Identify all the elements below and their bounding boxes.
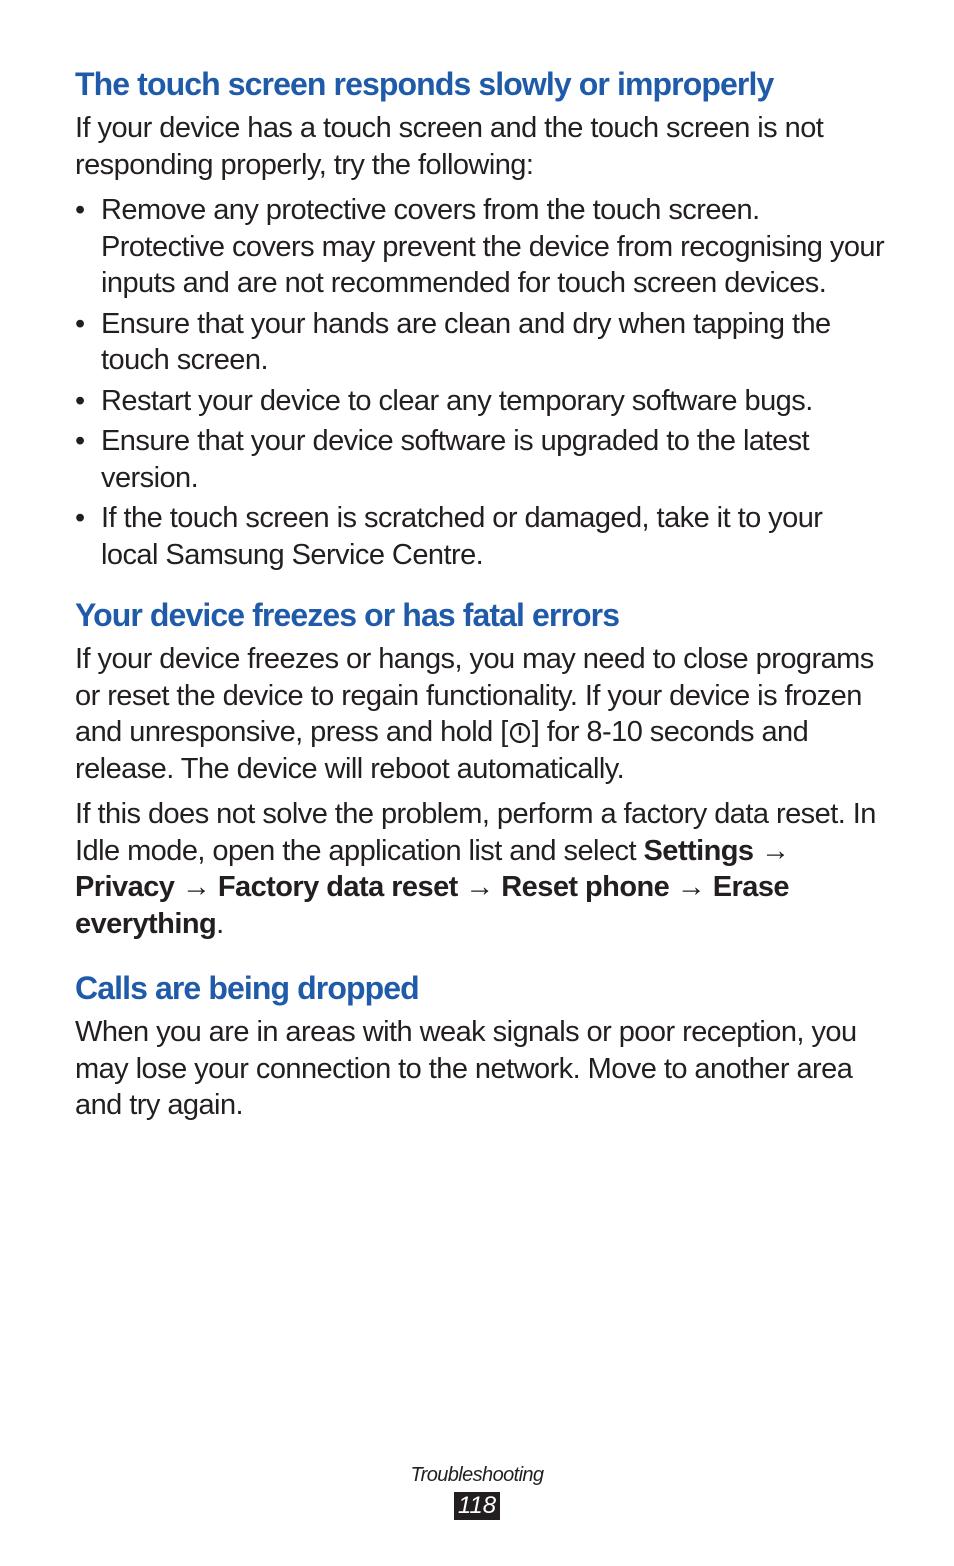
power-icon [509,722,531,744]
arrow-icon: → [676,871,706,903]
section-device-freezes [75,595,885,942]
bullet-icon: • [75,425,85,457]
factory-reset-text: If this does not solve the problem, perform a factory data reset. In Idle mode, open the application list and select [75,798,876,867]
footer-section-name: Troubleshooting [410,1464,544,1486]
bullet-icon: • [75,502,85,534]
arrow-icon: → [465,871,494,903]
menu-step-erase-everything: Erase everything [75,871,789,940]
freeze-text-after-icon: ] for 8-10 seconds and release. The device will reboot automatically. [75,716,809,785]
list-item [75,500,885,573]
menu-path-end: . [216,907,224,940]
section-calls-dropped [75,968,885,1124]
calls-dropped-paragraph: When you are in areas with weak signals or poor reception, you may lose your connection to the network. Move to another area and try again. [75,1016,857,1121]
section-heading-touch-screen: The touch screen responds slowly or improperly [75,66,774,102]
bullet-list-touch-screen [75,192,885,573]
section-touch-screen [75,64,885,573]
freeze-paragraph [75,641,885,787]
list-item-text: Restart your device to clear any temporary software bugs. [101,384,813,417]
menu-step-settings: Settings [643,834,754,867]
bullet-icon: • [75,307,85,340]
menu-step-factory-data-reset: Factory data reset [217,871,458,903]
section-heading-device-freezes: Your device freezes or has fatal errors [75,597,620,633]
arrow-icon: → [181,871,211,903]
list-item [75,306,885,379]
page-content [75,64,885,1133]
factory-reset-paragraph [75,796,885,942]
list-item [75,383,885,420]
section-intro-touch-screen: If your device has a touch screen and the touch screen is not responding properly, try the following: [75,112,824,181]
list-item-text: If the touch screen is scratched or damaged, take it to your local Samsung Service Centre. [101,502,823,571]
list-item-text: Ensure that your device software is upgraded to the latest version. [101,425,810,494]
list-item-text: Ensure that your hands are clean and dry when tapping the touch screen. [101,307,831,376]
bullet-icon: • [75,384,85,417]
list-item [75,192,885,302]
menu-step-reset-phone: Reset phone [501,871,670,903]
bullet-icon: • [75,194,85,226]
list-item [75,423,885,496]
menu-step-privacy: Privacy [75,871,175,903]
page-number: 118 [454,1492,500,1520]
list-item-text: Remove any protective covers from the touch screen. Protective covers may prevent the device from recognising your inputs and are not recommended for touch screen devices. [101,194,885,299]
arrow-icon: → [761,834,790,867]
freeze-text-before-icon: If your device freezes or hangs, you may need to close programs or reset the device to regain functionality. If your device is frozen and unresponsive, press and hold [ [75,643,874,748]
page-footer [0,1462,954,1520]
section-heading-calls-dropped: Calls are being dropped [75,970,419,1006]
